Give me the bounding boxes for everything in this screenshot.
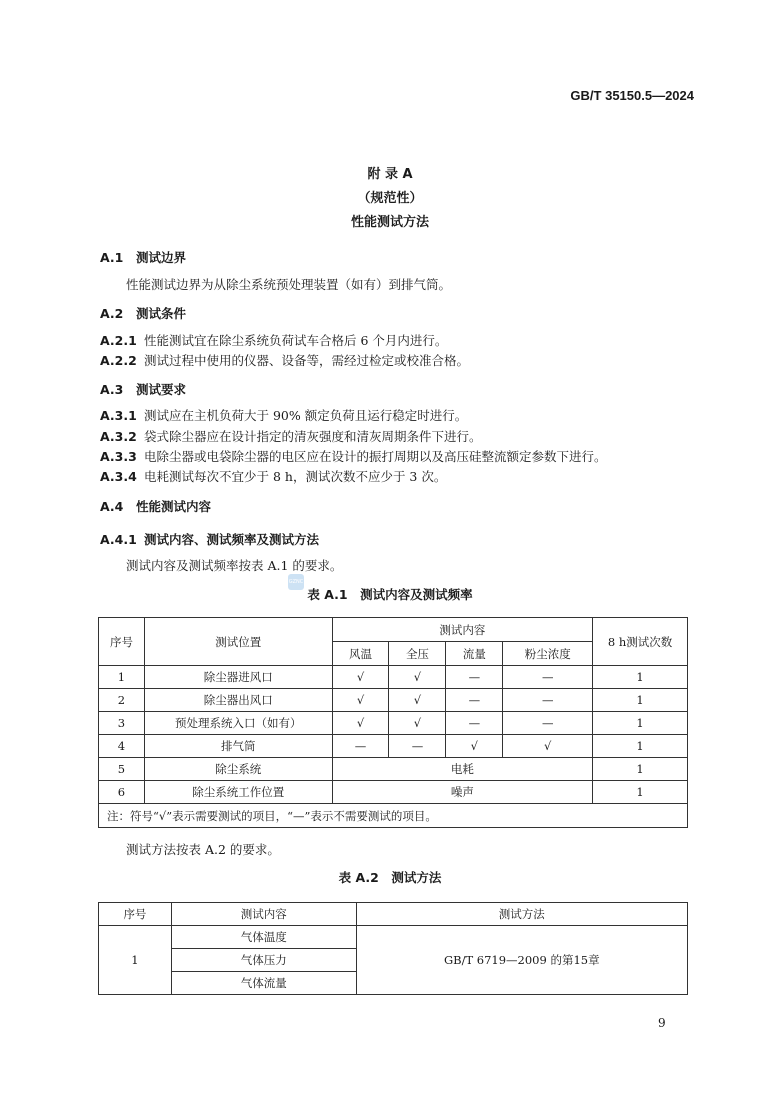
cell-seq: 5: [99, 758, 145, 781]
cell-count: 1: [593, 689, 688, 712]
clause-number: A.2.1: [100, 333, 137, 348]
cell-position: 预处理系统入口（如有）: [144, 712, 332, 735]
clause-a34: [100, 467, 446, 485]
header-content: 测试内容: [332, 618, 593, 642]
watermark-logo: GZNC: [288, 574, 304, 590]
clause-text: 袋式除尘器应在设计指定的清灰强度和清灰周期条件下进行。: [144, 429, 482, 444]
table2-reference-text: 测试方法按表 A.2 的要求。: [126, 842, 280, 857]
table1-reference-text: 测试内容及测试频率按表 A.1 的要求。: [126, 558, 343, 573]
cell-count: 1: [593, 735, 688, 758]
clause-number: A.3.3: [100, 449, 137, 464]
cell-mark: √: [503, 735, 593, 758]
clause-title: 测试内容、测试频率及测试方法: [144, 532, 320, 547]
cell-content: 气体温度: [171, 926, 356, 949]
section-a3-heading: [100, 380, 186, 398]
section-a2-heading: [100, 304, 186, 322]
cell-seq: 1: [99, 666, 145, 689]
cell-seq: 1: [99, 926, 172, 995]
table-a1: [98, 617, 688, 828]
appendix-title: 附 录 A: [367, 167, 413, 182]
clause-a31: [100, 406, 467, 424]
table-a2: [98, 902, 688, 995]
cell-mark: —: [446, 666, 503, 689]
section-title: 测试边界: [136, 250, 187, 265]
clause-number: A.4.1: [100, 532, 137, 547]
clause-number: A.2.2: [100, 353, 137, 368]
cell-content: 气体流量: [171, 972, 356, 995]
section-a1-heading: [100, 248, 186, 266]
section-a4-heading: [100, 497, 211, 515]
cell-seq: 2: [99, 689, 145, 712]
clause-text: 测试过程中使用的仪器、设备等，需经过检定或校准合格。: [144, 353, 470, 368]
cell-count: 1: [593, 758, 688, 781]
header-seq: 序号: [99, 903, 172, 926]
cell-mark: —: [332, 735, 389, 758]
table-row: [99, 758, 688, 781]
header-count: 8 h测试次数: [593, 618, 688, 666]
clause-text: 电除尘器或电袋除尘器的电区应在设计的振打周期以及高压硅整流额定参数下进行。: [144, 449, 607, 464]
cell-mark: —: [446, 689, 503, 712]
table1-note: 注：符号“√”表示需要测试的项目，“—”表示不需要测试的项目。: [99, 804, 688, 828]
cell-mark: √: [332, 666, 389, 689]
section-title: 测试要求: [136, 382, 187, 397]
clause-a41-heading: [100, 530, 319, 548]
header-seq: 序号: [99, 618, 145, 666]
clause-a33: [100, 447, 607, 465]
table-row: [99, 689, 688, 712]
table-row: [99, 781, 688, 804]
cell-mark: √: [389, 666, 446, 689]
subheader-dust: 粉尘浓度: [503, 642, 593, 666]
section-number: A.3: [100, 382, 124, 397]
clause-a22: [100, 351, 469, 369]
clause-number: A.3.1: [100, 408, 137, 423]
section-number: A.4: [100, 499, 124, 514]
cell-position: 除尘系统工作位置: [144, 781, 332, 804]
section-title: 测试条件: [136, 306, 187, 321]
section-number: A.1: [100, 250, 124, 265]
cell-mark: √: [332, 689, 389, 712]
clause-text: 电耗测试每次不宜少于 8 h，测试次数不应少于 3 次。: [144, 469, 447, 484]
table-row: [99, 712, 688, 735]
page-number: 9: [658, 1016, 666, 1030]
table2-caption: 表 A.2 测试方法: [338, 870, 442, 885]
cell-merged: 电耗: [332, 758, 593, 781]
cell-mark: √: [332, 712, 389, 735]
table1-caption: 表 A.1 测试内容及测试频率: [307, 587, 473, 602]
section-a1-text: 性能测试边界为从除尘系统预处理装置（如有）到排气筒。: [126, 277, 452, 292]
clause-text: 测试应在主机负荷大于 90% 额定负荷且运行稳定时进行。: [144, 408, 468, 423]
standard-number: GB/T 35150.5—2024: [570, 88, 694, 103]
cell-position: 除尘器进风口: [144, 666, 332, 689]
subheader-wind-temp: 风温: [332, 642, 389, 666]
cell-mark: —: [503, 666, 593, 689]
cell-mark: √: [446, 735, 503, 758]
cell-mark: —: [503, 689, 593, 712]
header-position: 测试位置: [144, 618, 332, 666]
cell-mark: √: [389, 712, 446, 735]
cell-position: 除尘系统: [144, 758, 332, 781]
cell-mark: —: [389, 735, 446, 758]
appendix-nature: （规范性）: [357, 191, 423, 206]
section-number: A.2: [100, 306, 124, 321]
cell-mark: —: [446, 712, 503, 735]
cell-seq: 6: [99, 781, 145, 804]
cell-merged: 噪声: [332, 781, 593, 804]
cell-mark: √: [389, 689, 446, 712]
clause-a32: [100, 427, 482, 445]
clause-number: A.3.4: [100, 469, 137, 484]
cell-count: 1: [593, 712, 688, 735]
cell-count: 1: [593, 666, 688, 689]
table-row: [99, 735, 688, 758]
cell-content: 气体压力: [171, 949, 356, 972]
cell-seq: 3: [99, 712, 145, 735]
clause-text: 性能测试宜在除尘系统负荷试车合格后 6 个月内进行。: [144, 333, 448, 348]
cell-position: 除尘器出风口: [144, 689, 332, 712]
header-method: 测试方法: [356, 903, 687, 926]
cell-method: GB/T 6719—2009 的第15章: [356, 926, 687, 995]
section-title: 性能测试内容: [136, 499, 212, 514]
cell-position: 排气筒: [144, 735, 332, 758]
cell-mark: —: [503, 712, 593, 735]
subheader-flow: 流量: [446, 642, 503, 666]
appendix-name: 性能测试方法: [350, 215, 429, 230]
subheader-total-pressure: 全压: [389, 642, 446, 666]
header-content: 测试内容: [171, 903, 356, 926]
clause-a21: [100, 331, 447, 349]
clause-number: A.3.2: [100, 429, 137, 444]
table-row: [99, 666, 688, 689]
cell-count: 1: [593, 781, 688, 804]
cell-seq: 4: [99, 735, 145, 758]
